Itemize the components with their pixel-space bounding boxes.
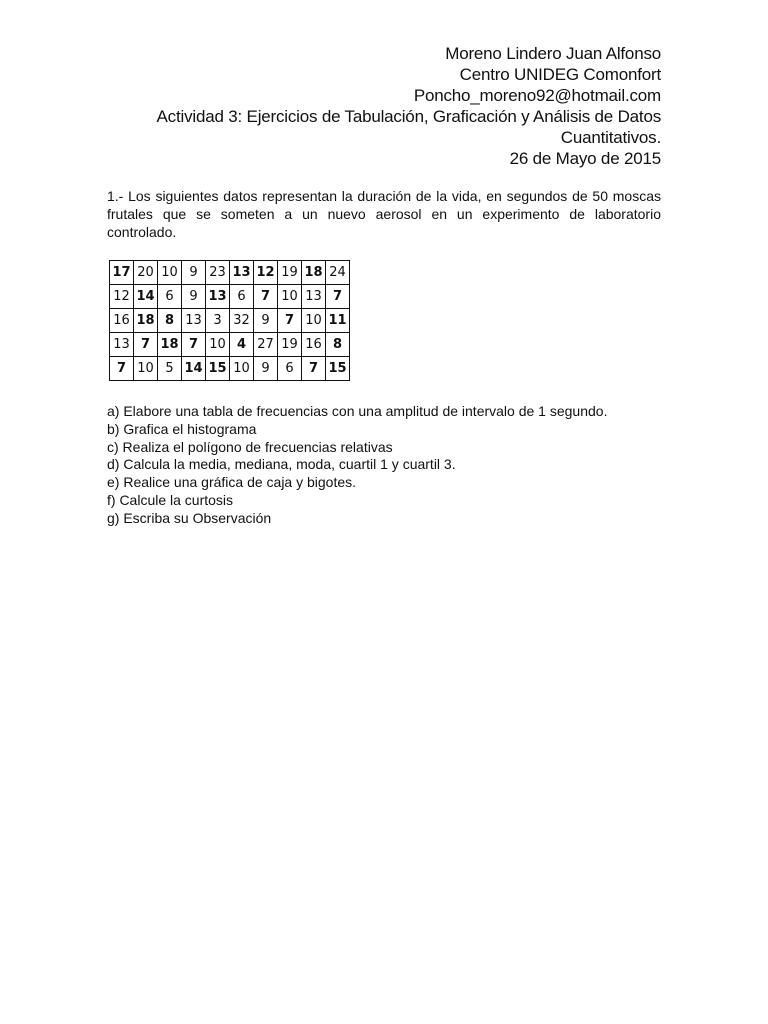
table-cell: 8 <box>326 333 350 357</box>
table-row <box>110 333 350 357</box>
author-name: Moreno Lindero Juan Alfonso <box>445 44 661 63</box>
question-item: b) Grafica el histograma <box>107 420 257 437</box>
table-cell: 27 <box>254 333 278 357</box>
table-cell: 10 <box>302 309 326 333</box>
table-cell: 14 <box>182 357 206 381</box>
table-cell: 12 <box>254 261 278 285</box>
question-item: d) Calcula la media, mediana, moda, cuartil 1 y cuartil 3. <box>107 456 456 473</box>
table-row <box>110 285 350 309</box>
table-cell: 11 <box>326 309 350 333</box>
exercise-intro: 1.- Los siguientes datos representan la duración de la vida, en segundos de 50 moscas frutales que se someten a un nuevo aerosol en un experimento de laboratorio controlado. <box>107 188 661 240</box>
data-table-body <box>110 261 350 381</box>
table-row <box>110 357 350 381</box>
author-email: Poncho_moreno92@hotmail.com <box>413 86 661 105</box>
table-cell: 18 <box>134 309 158 333</box>
table-cell: 9 <box>182 261 206 285</box>
document-header <box>101 43 661 169</box>
table-cell: 13 <box>182 309 206 333</box>
table-cell: 8 <box>158 309 182 333</box>
table-cell: 7 <box>110 357 134 381</box>
question-item: g) Escriba su Observación <box>107 509 272 526</box>
table-cell: 7 <box>302 357 326 381</box>
table-cell: 10 <box>230 357 254 381</box>
table-cell: 18 <box>302 261 326 285</box>
table-cell: 6 <box>278 357 302 381</box>
table-cell: 10 <box>158 261 182 285</box>
table-row <box>110 309 350 333</box>
table-cell: 15 <box>206 357 230 381</box>
table-cell: 24 <box>326 261 350 285</box>
table-cell: 10 <box>206 333 230 357</box>
table-cell: 13 <box>206 285 230 309</box>
table-cell: 9 <box>254 357 278 381</box>
table-cell: 3 <box>206 309 230 333</box>
table-cell: 14 <box>134 285 158 309</box>
table-cell: 7 <box>134 333 158 357</box>
document-date: 26 de Mayo de 2015 <box>509 149 661 168</box>
table-cell: 15 <box>326 357 350 381</box>
table-cell: 5 <box>158 357 182 381</box>
table-cell: 7 <box>182 333 206 357</box>
table-row <box>110 261 350 285</box>
table-cell: 13 <box>110 333 134 357</box>
table-cell: 32 <box>230 309 254 333</box>
table-cell: 19 <box>278 261 302 285</box>
table-cell: 7 <box>254 285 278 309</box>
question-list <box>107 403 667 528</box>
table-cell: 17 <box>110 261 134 285</box>
table-cell: 13 <box>302 285 326 309</box>
question-item: e) Realice una gráfica de caja y bigotes. <box>107 474 357 491</box>
table-cell: 10 <box>278 285 302 309</box>
table-cell: 20 <box>134 261 158 285</box>
table-cell: 6 <box>230 285 254 309</box>
table-cell: 7 <box>278 309 302 333</box>
table-cell: 16 <box>302 333 326 357</box>
table-cell: 18 <box>158 333 182 357</box>
table-cell: 13 <box>230 261 254 285</box>
table-cell: 7 <box>326 285 350 309</box>
table-cell: 4 <box>230 333 254 357</box>
table-cell: 19 <box>278 333 302 357</box>
table-cell: 12 <box>110 285 134 309</box>
table-cell: 6 <box>158 285 182 309</box>
table-cell: 9 <box>254 309 278 333</box>
table-cell: 23 <box>206 261 230 285</box>
question-item: a) Elabore una tabla de frecuencias con una amplitud de intervalo de 1 segundo. <box>107 403 608 419</box>
question-item: f) Calcule la curtosis <box>107 491 234 508</box>
table-cell: 9 <box>182 285 206 309</box>
data-table <box>109 260 350 381</box>
table-cell: 10 <box>134 357 158 381</box>
activity-title: Actividad 3: Ejercicios de Tabulación, Graficación y Análisis de Datos Cuantitativos. <box>156 107 661 147</box>
school-name: Centro UNIDEG Comonfort <box>459 65 661 84</box>
table-cell: 16 <box>110 309 134 333</box>
question-item: c) Realiza el polígono de frecuencias relativas <box>107 438 393 455</box>
